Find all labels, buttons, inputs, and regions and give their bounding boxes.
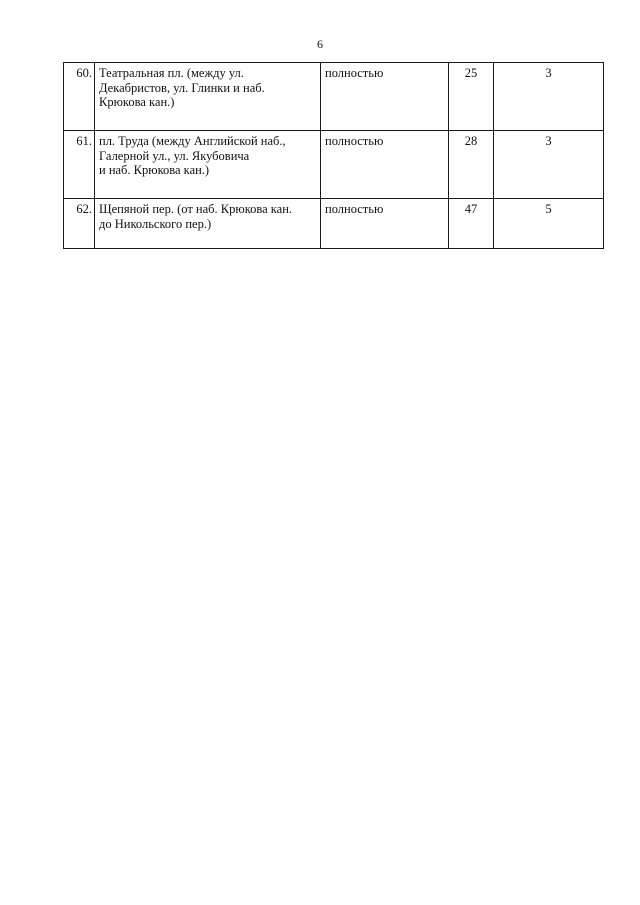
extent-cell: полностью xyxy=(321,63,449,131)
street-name-text: Театральная пл. (между ул. Декабристов, ул. Глинки и наб. Крюкова кан.) xyxy=(99,66,265,109)
streets-table xyxy=(63,62,604,249)
street-name-text: пл. Труда (между Английской наб., Галерной ул., ул. Якубовича и наб. Крюкова кан.) xyxy=(99,134,286,177)
table-row xyxy=(64,199,604,249)
extent-cell: полностью xyxy=(321,131,449,199)
street-name xyxy=(95,63,321,131)
table-row xyxy=(64,63,604,131)
street-name xyxy=(95,199,321,249)
value-a-cell: 47 xyxy=(449,199,494,249)
value-a-cell: 28 xyxy=(449,131,494,199)
value-b-cell: 5 xyxy=(494,199,604,249)
page-number: 6 xyxy=(317,37,323,51)
extent-cell: полностью xyxy=(321,199,449,249)
street-name xyxy=(95,131,321,199)
row-number: 62. xyxy=(64,199,95,249)
row-number: 60. xyxy=(64,63,95,131)
value-a-cell: 25 xyxy=(449,63,494,131)
street-name-text: Щепяной пер. (от наб. Крюкова кан. до Никольского пер.) xyxy=(99,202,293,231)
row-number: 61. xyxy=(64,131,95,199)
value-b-cell: 3 xyxy=(494,131,604,199)
table-row xyxy=(64,131,604,199)
value-b-cell: 3 xyxy=(494,63,604,131)
